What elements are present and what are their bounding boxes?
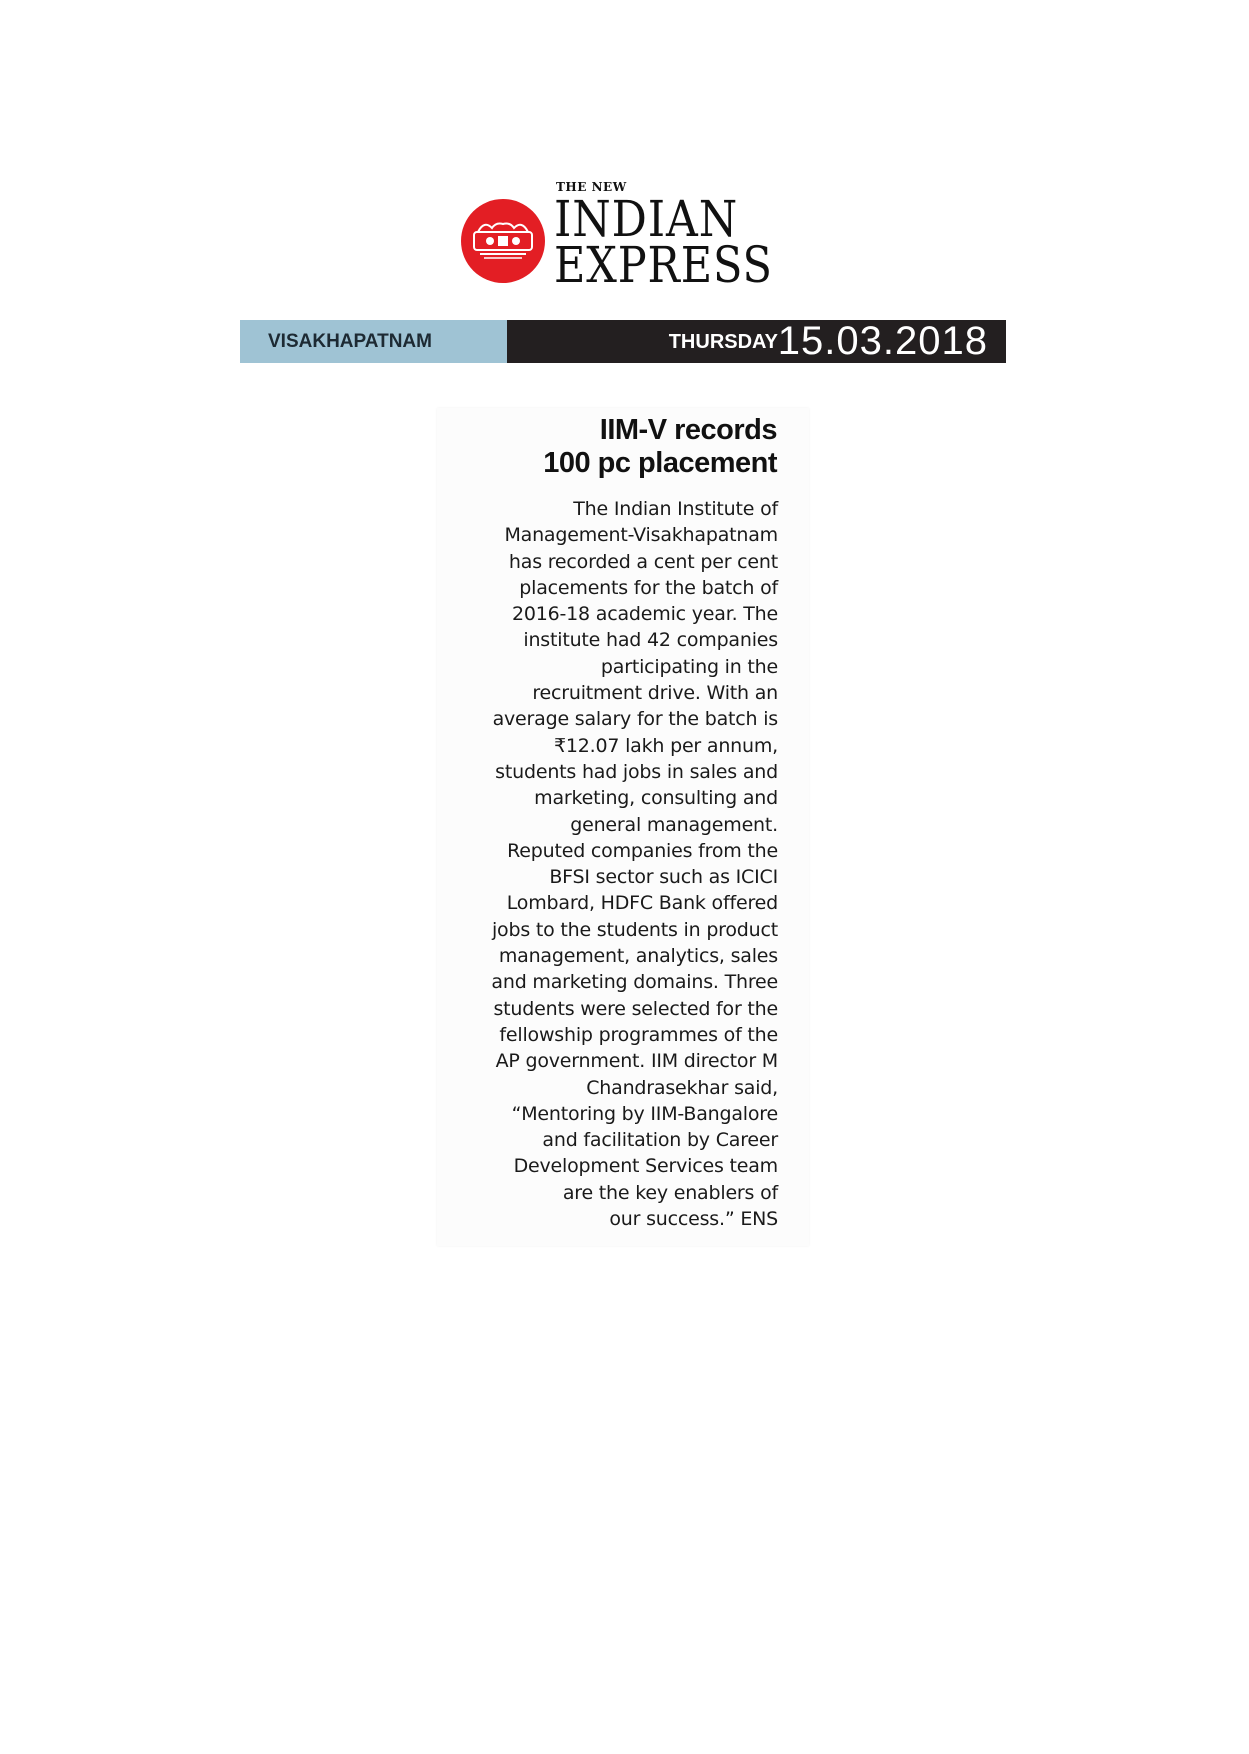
day-label: THURSDAY (668, 331, 778, 353)
article-body-line: students had jobs in sales and (495, 760, 778, 783)
article-body-line: and facilitation by Career (542, 1129, 778, 1152)
article-body-line: Reputed companies from the (507, 839, 778, 862)
article-body-line: AP government. IIM director M (495, 1050, 778, 1073)
article-body-line: management, analytics, sales (498, 945, 778, 968)
article-body-line: recruitment drive. With an (532, 682, 778, 705)
article-body-line: BFSI sector such as ICICI (549, 866, 778, 889)
article-body-line: Lombard, HDFC Bank offered (506, 892, 778, 915)
article-body-line: The Indian Institute of (573, 498, 778, 520)
article-body-line: placements for the batch of (519, 576, 778, 599)
date-label-box (507, 320, 1006, 363)
masthead-line-2: EXPRESS (554, 236, 773, 294)
article-body-line: has recorded a cent per cent (508, 550, 778, 573)
article-body-line: Chandrasekhar said, (586, 1076, 778, 1099)
newspaper-masthead (460, 178, 800, 294)
article-headline (457, 414, 777, 480)
article-body-line: 2016-18 academic year. The (511, 603, 778, 626)
city-label-box (240, 320, 507, 363)
article-body-line: average salary for the batch is (492, 708, 778, 731)
article-body-line: participating in the (600, 655, 778, 678)
headline-line: 100 pc placement (543, 447, 777, 479)
dateline-strip (240, 320, 1006, 363)
article-body (458, 496, 778, 1232)
article-body-line: Management-Visakhapatnam (504, 524, 778, 547)
masthead-small-line: THE NEW (556, 180, 627, 194)
article-body-line: jobs to the students in product (491, 918, 778, 941)
article-body-line: students were selected for the (493, 997, 778, 1020)
express-emblem-icon (460, 198, 546, 284)
article-body-line: fellowship programmes of the (499, 1023, 778, 1046)
article-body-line: marketing, consulting and (534, 787, 778, 810)
article-body-line: “Mentoring by IIM-Bangalore (511, 1102, 778, 1125)
article-clipping (437, 408, 809, 1246)
article-body-line: our success.” ENS (609, 1208, 778, 1231)
article-body-line: and marketing domains. Three (491, 971, 778, 994)
date-label: 15.03.2018 (777, 319, 988, 363)
city-label: VISAKHAPATNAM (268, 331, 432, 352)
masthead-wordmark (554, 178, 804, 294)
headline-line: IIM-V records (599, 414, 777, 446)
article-body-line: Development Services team (513, 1155, 778, 1178)
article-body-line: institute had 42 companies (523, 629, 778, 652)
article-body-line: ₹12.07 lakh per annum, (553, 734, 778, 757)
masthead-line-1: INDIAN (554, 190, 739, 248)
article-body-line: general management. (570, 813, 778, 836)
article-body-line: are the key enablers of (562, 1181, 778, 1204)
